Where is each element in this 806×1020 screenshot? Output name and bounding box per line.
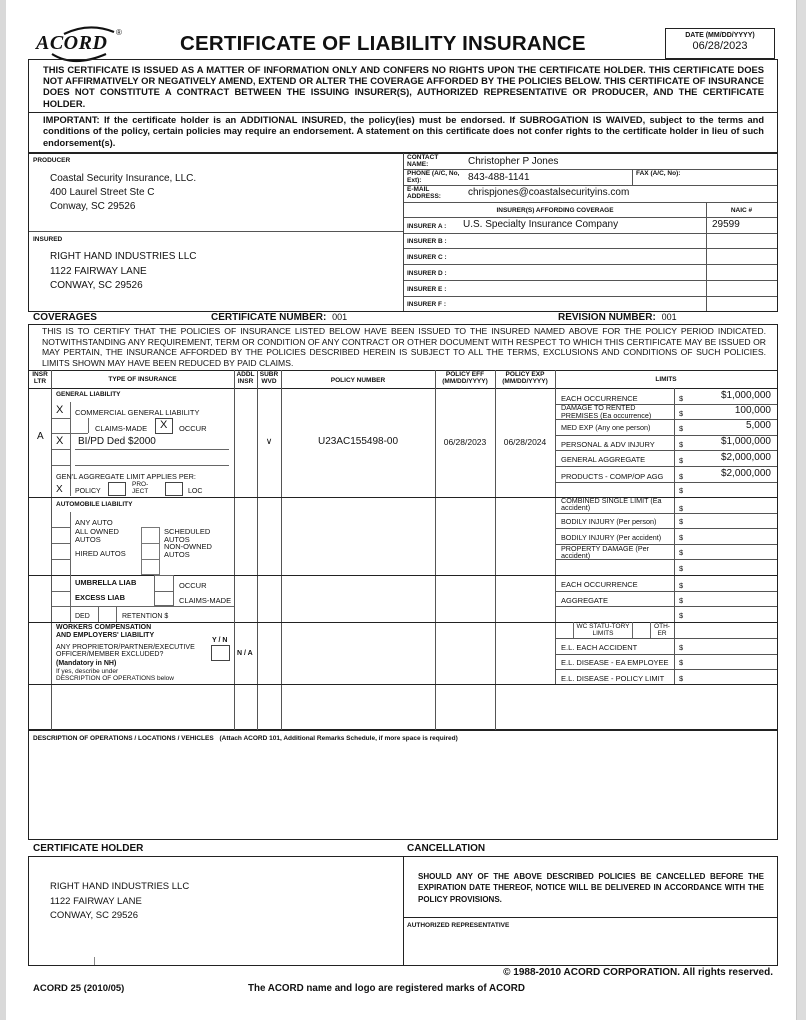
gl-policy-number: U23AC155498-00 — [317, 436, 399, 447]
producer-name: Coastal Security Insurance, LLC. — [50, 173, 197, 184]
policy-label: POLICY — [75, 488, 101, 495]
umbrella-claims-made-label: CLAIMS-MADE — [179, 596, 232, 605]
limit-label: E.L. EACH ACCIDENT — [561, 643, 638, 652]
gl-policy-exp: 06/28/2024 — [503, 437, 547, 447]
col-addl-insr: ADDL INSR — [236, 371, 255, 385]
yn-label: Y / N — [212, 637, 228, 644]
insurer-naic: 29599 — [712, 219, 740, 230]
registered-mark: ® — [116, 28, 122, 37]
limit-label: MED EXP (Any one person) — [561, 423, 651, 432]
gl-policy-eff: 06/28/2023 — [443, 437, 487, 447]
cgl-label: COMMERCIAL GENERAL LIABILITY — [75, 408, 200, 417]
wc-if-yes: If yes, describe under — [56, 668, 119, 675]
col-policy-number: POLICY NUMBER — [330, 377, 386, 384]
auto-right-checkbox-column[interactable] — [141, 527, 160, 575]
currency-symbol: $ — [679, 658, 684, 667]
description-box[interactable] — [28, 730, 778, 840]
currency-symbol: $ — [679, 517, 684, 526]
description-label — [33, 735, 458, 742]
description-title: DESCRIPTION OF OPERATIONS / LOCATIONS / VEHICLES — [33, 735, 214, 742]
limit-value-general-aggregate: $2,000,000 — [720, 452, 771, 463]
acord-logo — [34, 24, 134, 64]
limit-label: PRODUCTS - COMP/OP AGG — [561, 472, 664, 481]
col-insr-ltr: INSR LTR — [32, 371, 48, 385]
disclaimer-text: THIS CERTIFICATE IS ISSUED AS A MATTER OF INFORMATION ONLY AND CONFERS NO RIGHTS UPON THE CERTIFICATE HOLDER. THIS CERTIFICATE DOES NOT AFFIRMATIVELY OR NEGATIVELY AMEND, EXTEND OR ALTER THE COVERAGE AFFORDED BY THE POLICIES BELOW. THIS CERTIFICATE OF INSURANCE DOES NOT CONSTITUTE A CONTRACT BETWEEN THE ISSUING INSURER(S), AUTHORIZED REPRESENTATIVE OR PRODUCER, AND THE CERTIFICATE HOLDER. — [43, 64, 764, 109]
gl-title: GENERAL LIABILITY — [56, 391, 121, 398]
limit-value-each-occurrence: $1,000,000 — [720, 390, 771, 401]
currency-symbol: $ — [679, 611, 684, 620]
currency-symbol: $ — [679, 440, 684, 449]
rev-number-value: 001 — [661, 312, 677, 322]
important-text: IMPORTANT: If the certificate holder is an ADDITIONAL INSURED, the policy(ies) must be endorsed. If SUBROGATION IS WAIVED, subject to the terms and conditions of the policy, certain policies may require an endorsement. A statement on this certificate does not confer rights to the certificate holder in lieu of such endorsement(s). — [43, 115, 764, 148]
col-subr-wvd: SUBR WVD — [259, 371, 279, 385]
excess-label: EXCESS LIAB — [75, 593, 126, 602]
currency-symbol: $ — [679, 424, 684, 433]
gl-subr-wvd: ∨ — [265, 436, 273, 446]
important-box — [28, 112, 778, 153]
insurer-label: INSURER C : — [407, 254, 447, 261]
limit-value-products: $2,000,000 — [720, 468, 771, 479]
currency-symbol: $ — [679, 394, 684, 403]
currency-symbol: $ — [679, 504, 684, 513]
limit-value-damage-rented: 100,000 — [734, 405, 771, 416]
col-policy-eff: POLICY EFF (MM/DD/YYYY) — [442, 371, 488, 385]
hired-autos-label: HIRED AUTOS — [75, 549, 126, 558]
description-note: (Attach ACORD 101, Additional Remarks Schedule, if more space is required) — [219, 735, 458, 742]
certificate-number — [211, 312, 347, 323]
limit-label: BODILY INJURY (Per accident) — [561, 533, 662, 542]
insurer-label: INSURER E : — [407, 286, 447, 293]
producer-info — [50, 172, 196, 214]
date-box — [665, 28, 775, 59]
disclaimer-box — [28, 59, 778, 113]
project-label: PRO-JECT — [132, 481, 149, 495]
insured-address2: CONWAY, SC 29526 — [50, 280, 143, 291]
insurers-header: INSURER(S) AFFORDING COVERAGE — [496, 207, 614, 214]
authorized-rep-label: AUTHORIZED REPRESENTATIVE — [407, 922, 510, 929]
insured-address1: 1122 FAIRWAY LANE — [50, 265, 147, 277]
cert-number-label: CERTIFICATE NUMBER: — [211, 312, 327, 323]
wc-describe: DESCRIPTION OF OPERATIONS below — [56, 674, 174, 682]
phone-label: PHONE (A/C, No, Ext): — [407, 170, 460, 184]
currency-symbol: $ — [679, 548, 684, 557]
producer-address1: 400 Laurel Street Ste C — [50, 187, 155, 198]
page-title: CERTIFICATE OF LIABILITY INSURANCE — [180, 32, 586, 55]
currency-symbol: $ — [679, 643, 684, 652]
limit-label: E.L. DISEASE - EA EMPLOYEE — [561, 658, 669, 667]
agg-limit-label: GEN'L AGGREGATE LIMIT APPLIES PER: — [56, 472, 196, 481]
cert-number-value: 001 — [332, 312, 348, 322]
insurer-label: INSURER F : — [407, 301, 446, 308]
retention-label: RETENTION $ — [122, 613, 169, 620]
producer-label: PRODUCER — [33, 157, 71, 164]
insurer-name: U.S. Specialty Insurance Company — [463, 219, 619, 230]
occur-label: OCCUR — [179, 424, 207, 433]
wc-title-line2: AND EMPLOYERS' LIABILITY — [56, 632, 155, 639]
revision-number — [558, 312, 677, 323]
date-value: 06/28/2023 — [692, 40, 748, 52]
copyright-text: © 1988-2010 ACORD CORPORATION. All rights reserved. — [503, 967, 773, 978]
col-limits: LIMITS — [655, 376, 677, 383]
currency-symbol: $ — [679, 581, 684, 590]
email-label: E-MAIL ADDRESS: — [407, 186, 441, 200]
any-auto-label: ANY AUTO — [75, 518, 113, 527]
producer-address2: Conway, SC 29526 — [50, 201, 136, 212]
scrollbar[interactable] — [796, 0, 806, 1020]
holder-address1: 1122 FAIRWAY LANE — [50, 895, 142, 907]
certificate-holder-label: CERTIFICATE HOLDER — [33, 843, 144, 854]
currency-symbol: $ — [679, 674, 684, 683]
wc-statutory-label: WC STATU-TORY LIMITS — [576, 623, 630, 637]
occur-check-mark: X — [160, 419, 168, 431]
limit-label: DAMAGE TO RENTED PREMISES (Ea occurrence) — [561, 403, 652, 420]
project-checkbox[interactable] — [108, 482, 126, 496]
currency-symbol: $ — [679, 564, 684, 573]
email-value: chrispjones@coastalsecurityins.com — [468, 187, 630, 198]
loc-label: LOC — [188, 488, 203, 495]
deductible-check-mark: X — [56, 435, 64, 447]
certificate-holder-info — [50, 880, 189, 924]
trademark-text: The ACORD name and logo are registered marks of ACORD — [248, 983, 525, 994]
all-owned-autos-label: ALL OWNED AUTOS — [75, 527, 119, 544]
authorized-signature-field[interactable] — [404, 932, 777, 965]
insurer-label: INSURER B : — [407, 238, 447, 245]
phone-value: 843-488-1141 — [468, 172, 530, 183]
date-label: DATE (MM/DD/YYYY) — [685, 32, 755, 39]
policy-check-mark: X — [56, 484, 63, 495]
ded-label: DED — [75, 613, 90, 620]
holder-address2: CONWAY, SC 29526 — [50, 910, 139, 921]
wc-if-yes-note — [56, 669, 174, 682]
limit-label: EACH OCCURRENCE — [561, 580, 638, 589]
limit-label: AGGREGATE — [561, 596, 608, 605]
currency-symbol: $ — [679, 456, 684, 465]
limit-value-med-exp: 5,000 — [745, 420, 771, 431]
limit-value-personal-adv: $1,000,000 — [720, 436, 771, 447]
limit-label: E.L. DISEASE - POLICY LIMIT — [561, 674, 665, 683]
currency-symbol: $ — [679, 596, 684, 605]
cancellation-text: SHOULD ANY OF THE ABOVE DESCRIBED POLICIES BE CANCELLED BEFORE THE EXPIRATION DATE THEREOF, NOTICE WILL BE DELIVERED IN ACCORDANCE WITH THE POLICY PROVISIONS. — [418, 872, 764, 904]
umbrella-label: UMBRELLA LIAB — [75, 578, 137, 587]
limit-label: EACH OCCURRENCE — [561, 394, 638, 403]
loc-checkbox[interactable] — [165, 482, 183, 496]
fax-label: FAX (A/C, No): — [636, 170, 681, 177]
insured-label: INSURED — [33, 236, 63, 243]
form-id: ACORD 25 (2010/05) — [33, 983, 125, 994]
insured-info — [50, 250, 197, 294]
insurer-label: INSURER A : — [407, 223, 447, 230]
rev-number-label: REVISION NUMBER: — [558, 312, 656, 323]
currency-symbol: $ — [679, 472, 684, 481]
limit-label: BODILY INJURY (Per person) — [561, 517, 657, 526]
scheduled-autos-label: SCHEDULED AUTOS — [164, 527, 211, 544]
wc-excluded-checkbox[interactable] — [211, 645, 230, 661]
text-cursor — [94, 957, 95, 965]
holder-name: RIGHT HAND INDUSTRIES LLC — [50, 881, 190, 892]
non-owned-autos-label: NON-OWNED AUTOS — [164, 542, 212, 559]
insured-name: RIGHT HAND INDUSTRIES LLC — [50, 251, 197, 262]
currency-symbol: $ — [679, 533, 684, 542]
wc-question: ANY PROPRIETOR/PARTNER/EXECUTIVE OFFICER/MEMBER EXCLUDED? — [56, 644, 195, 659]
coverages-title: COVERAGES — [33, 312, 97, 323]
cancellation-label: CANCELLATION — [407, 843, 486, 854]
limit-label: PERSONAL & ADV INJURY — [561, 440, 655, 449]
wc-other-label: OTH-ER — [654, 623, 670, 637]
col-type: TYPE OF INSURANCE — [108, 376, 177, 383]
col-policy-exp: POLICY EXP (MM/DD/YYYY) — [502, 371, 548, 385]
limit-label: PROPERTY DAMAGE (Per accident) — [561, 544, 650, 561]
contact-name-value: Christopher P Jones — [468, 156, 559, 167]
wc-title — [56, 624, 154, 640]
limit-label: COMBINED SINGLE LIMIT (Ea accident) — [561, 496, 662, 513]
claims-made-label: CLAIMS-MADE — [95, 424, 148, 433]
coverages-statement: THIS IS TO CERTIFY THAT THE POLICIES OF INSURANCE LISTED BELOW HAVE BEEN ISSUED TO THE INSURED NAMED ABOVE FOR THE POLICY PERIOD INDICATED. NOTWITHSTANDING ANY REQUIREMENT, TERM OR CONDITION OF ANY CONTRACT OR OTHER DOCUMENT WITH RESPECT TO WHICH THIS CERTIFICATE MAY BE ISSUED OR MAY PERTAIN, THE INSURANCE AFFORDED BY THE POLICIES DESCRIBED HEREIN IS SUBJECT TO ALL THE TERMS, EXCLUSIONS AND CONDITIONS OF SUCH POLICIES. LIMITS SHOWN MAY HAVE BEEN REDUCED BY PAID CLAIMS. — [42, 326, 766, 369]
naic-header: NAIC # — [730, 207, 753, 214]
umbrella-occur-label: OCCUR — [179, 581, 207, 590]
deductible-text: BI/PD Ded $2000 — [78, 436, 156, 447]
contact-name-label: CONTACT NAME: — [407, 154, 439, 168]
currency-symbol: $ — [679, 409, 684, 418]
wc-mandatory-note: (Mandatory in NH) — [56, 660, 117, 667]
gl-insr-ltr: A — [37, 431, 44, 442]
limit-label: GENERAL AGGREGATE — [561, 455, 646, 464]
logo-text: ACORD — [36, 32, 108, 54]
cgl-check-mark: X — [56, 404, 64, 416]
wc-title-line1: WORKERS COMPENSATION — [56, 624, 152, 631]
page-edge-left — [0, 0, 6, 1020]
auto-title: AUTOMOBILE LIABILITY — [56, 501, 133, 508]
currency-symbol: $ — [679, 486, 684, 495]
wc-na: N / A — [237, 650, 253, 657]
insurer-label: INSURER D : — [407, 270, 447, 277]
